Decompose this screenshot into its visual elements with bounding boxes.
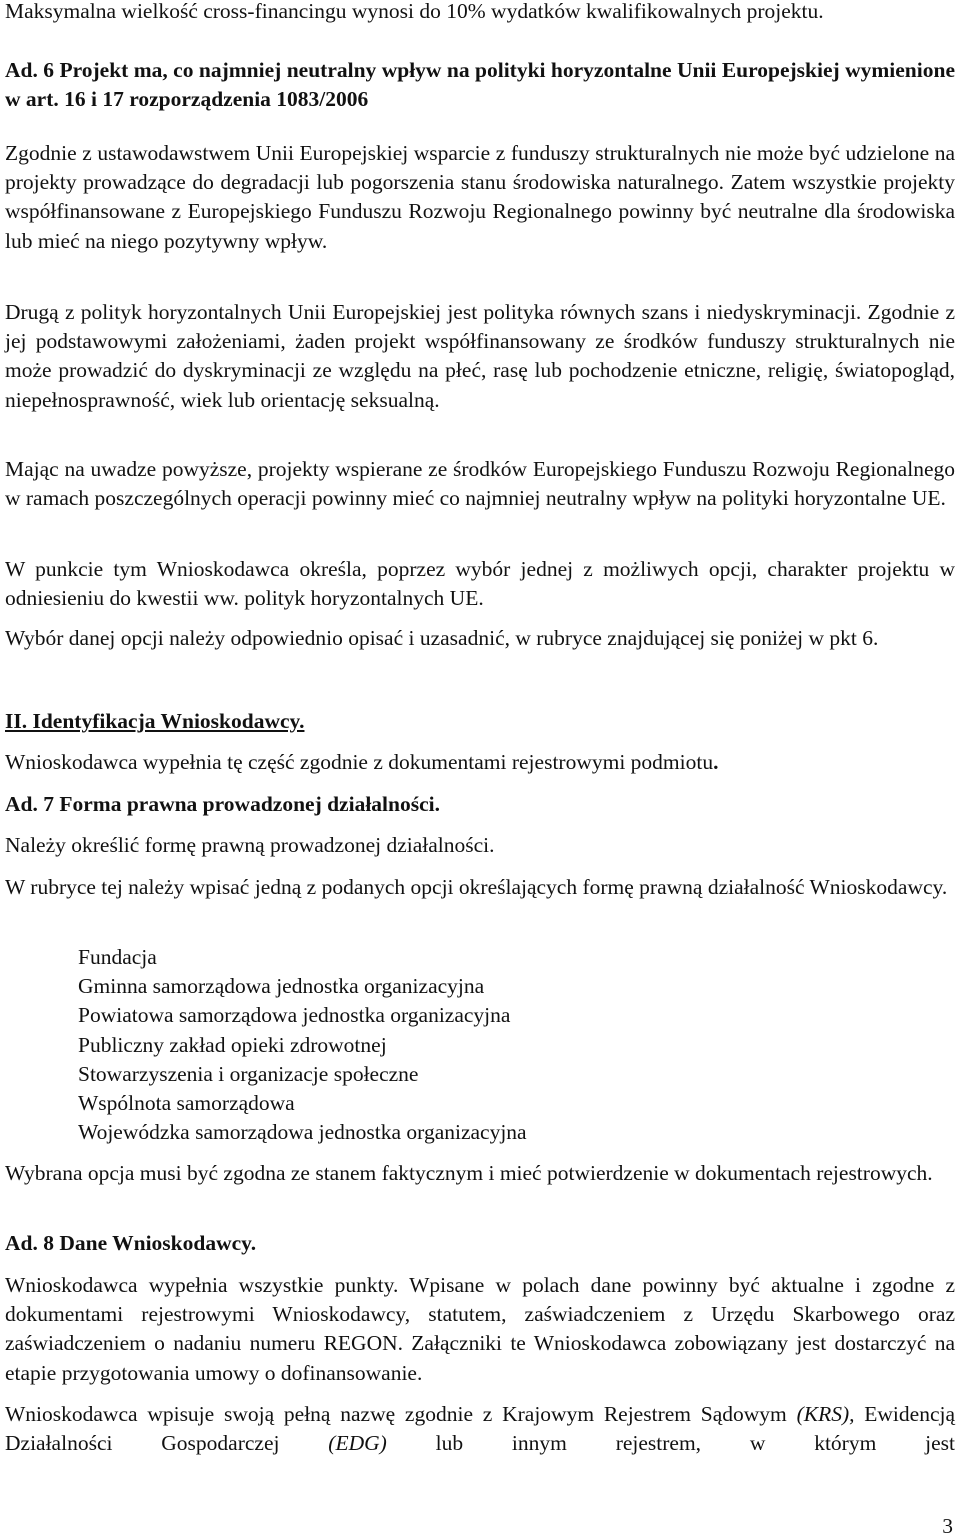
paragraph-neutral-impact: Mając na uwadze powyższe, projekty wspierane ze środków Europejskiego Funduszu Rozwoju Regionalnego w ramach poszczególnych operacji powinny mieć co najmniej neutralny wpływ na polityki horyzontalne UE. <box>5 457 955 511</box>
page-number: 3 <box>942 1514 953 1538</box>
paragraph-legal-form-options: W rubryce tej należy wpisać jedną z podanych opcji określających formę prawną działalność Wnioskodawcy. <box>5 875 948 899</box>
list-item: Powiatowa samorządowa jednostka organizacyjna <box>78 1003 511 1028</box>
heading-ad-7: Ad. 7 Forma prawna prowadzonej działalności. <box>5 792 440 816</box>
paragraph-applicant-name <box>5 1400 955 1458</box>
paragraph-cross-financing: Maksymalna wielkość cross-financingu wynosi do 10% wydatków kwalifikowalnych projektu. <box>5 0 824 23</box>
list-item: Wspólnota samorządowa <box>78 1090 295 1115</box>
applicant-name-text-b: Ewidencją Działalności Gospodarczej <box>5 1402 955 1456</box>
paragraph-section-ii-period: . <box>713 750 719 774</box>
paragraph-environment: Zgodnie z ustawodawstwem Unii Europejskiej wsparcie z funduszy strukturalnych nie może być udzielone na projekty prowadzące do degradacji lub pogorszenia stanu środowiska naturalnego. Zatem wszystkie projekty współfinansowane z Europejskiego Funduszu Rozwoju Regionalnego powinny być neutralne dla środowiska lub mieć na niego pozytywny wpływ. <box>5 141 955 253</box>
applicant-name-krs: (KRS), <box>796 1402 855 1426</box>
paragraph-option-description: Wybór danej opcji należy odpowiednio opisać i uzasadnić, w rubryce znajdującej się poniżej w pkt 6. <box>5 626 879 650</box>
paragraph-selected-option: Wybrana opcja musi być zgodna ze stanem faktycznym i mieć potwierdzenie w dokumentach rejestrowych. <box>5 1161 933 1185</box>
heading-section-ii: II. Identyfikacja Wnioskodawcy. <box>5 709 305 733</box>
paragraph-equal-opportunities: Drugą z polityk horyzontalnych Unii Europejskiej jest polityka równych szans i niedyskryminacji. Zgodnie z jej podstawowymi założeniami, żaden projekt współfinansowany ze środków funduszy strukturalnych nie może prowadzić do dyskryminacji ze względu na płeć, rasę lub pochodzenie etniczne, religię, światopogląd, niepełnosprawność, wiek lub orientację seksualną. <box>5 300 955 412</box>
legal-form-list <box>78 943 527 1147</box>
list-item: Stowarzyszenia i organizacje społeczne <box>78 1061 419 1086</box>
applicant-name-edg: (EDG) <box>328 1431 387 1456</box>
paragraph-section-ii-text: Wnioskodawca wypełnia tę część zgodnie z dokumentami rejestrowymi podmiotu <box>5 750 714 774</box>
applicant-name-text-a: Wnioskodawca wpisuje swoją pełną nazwę zgodnie z Krajowym Rejestrem Sądowym <box>5 1402 797 1426</box>
list-item: Publiczny zakład opieki zdrowotnej <box>78 1032 387 1057</box>
heading-ad-6: Ad. 6 Projekt ma, co najmniej neutralny wpływ na polityki horyzontalne Unii Europejskiej wymienione w art. 16 i 17 rozporządzenia 1083/2006 <box>5 58 955 112</box>
paragraph-legal-form: Należy określić formę prawną prowadzonej działalności. <box>5 833 495 857</box>
applicant-name-text-c: lub innym rejestrem, w którym jest <box>386 1431 955 1456</box>
list-item: Fundacja <box>78 945 157 969</box>
paragraph-applicant-data: Wnioskodawca wypełnia wszystkie punkty. Wpisane w polach dane powinny być aktualne i zgodne z dokumentami rejestrowymi Wnioskodawcy, statutem, zaświadczeniem z Urzędu Skarbowego oraz zaświadczeniem o nadaniu numeru REGON. Załączniki te Wnioskodawca zobowiązany jest dostarczyć na etapie przygotowania umowy o dofinansowanie. <box>5 1273 955 1385</box>
paragraph-section-ii-intro <box>5 748 955 777</box>
list-item: Gminna samorządowa jednostka organizacyjna <box>78 974 485 999</box>
paragraph-option-choice: W punkcie tym Wnioskodawca określa, poprzez wybór jednej z możliwych opcji, charakter projektu w odniesieniu do kwestii ww. polityk horyzontalnych UE. <box>5 557 955 611</box>
list-item: Wojewódzka samorządowa jednostka organizacyjna <box>78 1120 527 1145</box>
heading-ad-8: Ad. 8 Dane Wnioskodawcy. <box>5 1231 257 1255</box>
